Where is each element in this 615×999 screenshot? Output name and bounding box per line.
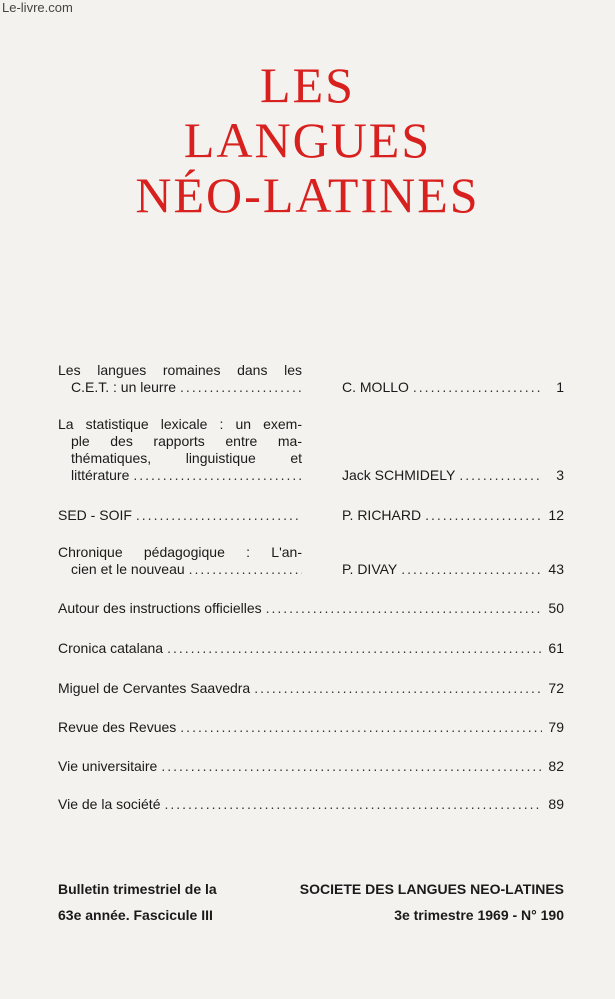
dot-leader [136,507,302,524]
dot-leader [254,680,542,697]
entry-title-line: La statistique lexicale : un exem- [58,416,302,432]
entry-title-line: Chronique pédagogique : L'an- [58,544,302,560]
issue-date: 3e trimestre 1969 - N° 190 [394,907,564,923]
entry-author: Jack SCHMIDELY [342,467,456,483]
section-page: 61 [548,640,564,656]
section-page: 82 [548,758,564,774]
toc-section [58,758,564,775]
bulletin-prefix: Bulletin trimestriel de la [58,881,217,897]
journal-title [0,58,615,223]
dot-leader [167,640,542,657]
section-title: Vie universitaire [58,758,158,774]
entry-title-line: cien et le nouveau [71,561,185,577]
toc-entry [58,416,564,484]
entry-title-line: thématiques, linguistique et [71,450,302,466]
dot-leader [266,600,542,617]
entry-page: 1 [556,379,564,395]
toc-section [58,796,564,813]
entry-title-line: ple des rapports entre ma- [71,433,302,449]
dot-leader [180,719,542,736]
watermark: Le-livre.com [2,0,73,15]
entry-page: 43 [548,561,564,577]
entry-title-line: littérature [71,467,130,483]
section-title: Autour des instructions officielles [58,600,262,616]
dot-leader [180,379,302,396]
toc-section [58,600,564,617]
section-title: Miguel de Cervantes Saavedra [58,680,251,696]
toc-entry [58,507,564,524]
section-title: Revue des Revues [58,719,177,735]
section-title: Cronica catalana [58,640,164,656]
toc-section [58,719,564,736]
issue-info: 63e année. Fascicule III [58,907,213,923]
dot-leader [133,467,302,484]
section-page: 50 [548,600,564,616]
entry-page: 12 [548,507,564,523]
entry-title-line: SED - SOIF [58,507,132,523]
dot-leader [425,507,542,524]
entry-author: C. MOLLO [342,379,409,395]
entry-title-line: C.E.T. : un leurre [71,379,177,395]
entry-author: P. RICHARD [342,507,422,523]
society-name: SOCIETE DES LANGUES NEO-LATINES [299,881,564,897]
toc-entry [58,544,564,578]
dot-leader [459,467,542,484]
entry-page: 3 [556,467,564,483]
dot-leader [189,561,302,578]
dot-leader [401,561,542,578]
section-page: 89 [548,796,564,812]
toc-section [58,680,564,697]
title-line: NÉO-LATINES [135,167,480,223]
footer [58,880,564,924]
section-page: 79 [548,719,564,735]
toc-entry [58,362,564,396]
entry-title-line: Les langues romaines dans les [58,362,302,378]
section-page: 72 [548,680,564,696]
dot-leader [413,379,542,396]
entry-author: P. DIVAY [342,561,398,577]
toc-section [58,640,564,657]
dot-leader [164,796,542,813]
dot-leader [161,758,542,775]
title-line: LANGUES [183,112,432,168]
title-line: LES [260,57,355,113]
section-title: Vie de la société [58,796,161,812]
